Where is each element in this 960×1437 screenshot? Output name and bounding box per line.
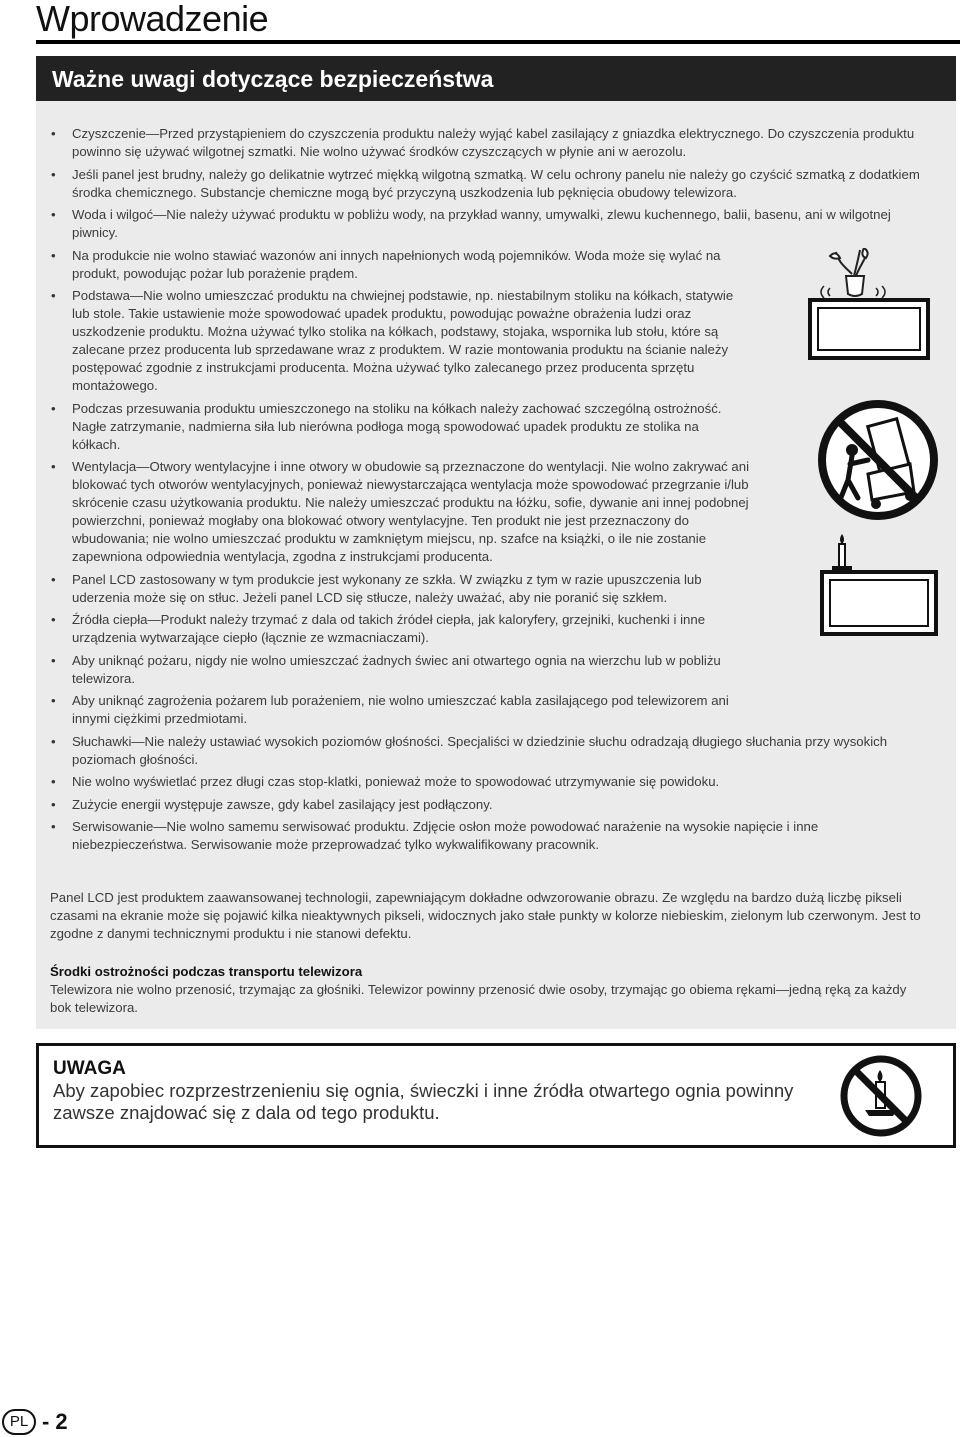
no-open-flame-icon: [839, 1054, 923, 1138]
page-separator: -: [42, 1409, 50, 1434]
warning-text: Aby zapobiec rozprzestrzenieniu się ognia, świeczki i inne źródła otwartego ognia powinny zawsze znajdować się z dala od tego produktu.: [53, 1080, 794, 1123]
transport-text: Telewizora nie wolno przenosić, trzymając za głośniki. Telewizor powinny przenosić dwie osoby, trzymając go obiema rękami—jedną ręką za każdy bok telewizora.: [50, 982, 907, 1015]
tv-vase-icon: [808, 248, 938, 368]
list-item: • Aby uniknąć zagrożenia pożarem lub porażeniem, nie wolno umieszczać kabla zasilającego pod telewizorem ani innymi ciężkimi przedmiotami.: [36, 692, 750, 728]
safety-list: [36, 125, 930, 859]
warning-title: UWAGA: [53, 1058, 126, 1079]
lcd-note: Panel LCD jest produktem zaawansowanej technologii, zapewniającym dokładne odwzorowanie obrazu. Ze względu na bardzo dużą liczbę pikseli czasami na ekranie może się pojawić kilka nieaktywnych pikseli, widocznych jako stałe punkty w kolorze niebieskim, zielonym lub czerwonym. Jest to zgodne z danymi technicznymi produktu i nie stanowi defektu.: [50, 890, 921, 941]
list-item: • Wentylacja—Otwory wentylacyjne i inne otwory w obudowie są przeznaczone do wentylacji. Nie wolno zakrywać ani blokować tych otworów wentylacyjnych, ponieważ niewystarczająca wentylacja może spowodować przegrzanie i/lub skrócenie czasu użytkowania produktu. Nie należy umieszczać produktu na łóżku, sofie, dywanie ani innej podobnej powierzchni, ponieważ mogłaby ona blokować otwory wentylacyjne. Ten produkt nie jest przeznaczony do wbudowania; nie wolno umieszczać produktu w zamkniętym miejscu, np. szafce na książki, o ile nie zostanie zapewniona odpowiednia wentylacja, zgodna z instrukcjami producenta.: [36, 458, 750, 566]
list-item: • Panel LCD zastosowany w tym produkcie jest wykonany ze szkła. W związku z tym w razie upuszczenia lub uderzenia może się on stłuc. Jeżeli panel LCD się stłucze, należy uważać, aby nie poranić się szkłem.: [36, 571, 750, 607]
no-cart-tipping-icon: [818, 400, 938, 520]
list-item: • Aby uniknąć pożaru, nigdy nie wolno umieszczać żadnych świec ani otwartego ognia na wierzchu lub w pobliżu telewizora.: [36, 652, 750, 688]
list-item: • Nie wolno wyświetlać przez długi czas stop-klatki, ponieważ może to spowodować utrzymywanie się powidoku.: [36, 773, 930, 791]
list-item: • Zużycie energii występuje zawsze, gdy kabel zasilający jest podłączony.: [36, 796, 930, 814]
list-item: • Słuchawki—Nie należy ustawiać wysokich poziomów głośności. Specjaliści w dziedzinie słuchu odradzają długiego słuchania przy wysokich poziomach głośności.: [36, 733, 930, 769]
footer: [2, 1408, 68, 1436]
language-badge: PL: [2, 1409, 36, 1435]
list-item: • Źródła ciepła—Produkt należy trzymać z dala od takich źródeł ciepła, jak kaloryfery, grzejniki, kuchenki i inne urządzenia wytwarzające ciepło (łącznie ze wzmacniaczami).: [36, 611, 750, 647]
list-item: • Woda i wilgoć—Nie należy używać produktu w pobliżu wody, na przykład wanny, umywalki, zlewu kuchennego, balii, basenu, ani w wilgotnej piwnicy.: [36, 206, 930, 242]
section-header: Ważne uwagi dotyczące bezpieczeństwa: [36, 56, 956, 101]
list-item: • Czyszczenie—Przed przystąpieniem do czyszczenia produktu należy wyjąć kabel zasilający z gniazdka elektrycznego. Do czyszczenia produktu powinno się używać wilgotnej szmatki. Nie wolno używać środków czyszczących w płynie ani w aerozolu.: [36, 125, 930, 161]
page-number: 2: [55, 1409, 68, 1434]
transport-title: Środki ostrożności podczas transportu telewizora: [50, 964, 363, 979]
list-item: • Podstawa—Nie wolno umieszczać produktu na chwiejnej podstawie, np. niestabilnym stoliku na kółkach, statywie lub stole. Takie ustawienie może spowodować upadek produktu, powodując poważne obrażenia ludzi oraz uszkodzenie produktu. Można używać tylko stolika na kółkach, podstawy, stojaka, wspornika lub stołu, które są zalecane przez producenta lub sprzedawane wraz z produktem. W razie montowania produktu na ścianie należy postępować zgodnie z instrukcjami producenta. Można używać tylko zalecanego przez producenta sprzętu montażowego.: [36, 287, 750, 395]
page-title: Wprowadzenie: [36, 0, 269, 39]
warning-box: [36, 1043, 956, 1148]
tv-candle-icon: [820, 532, 940, 642]
list-item: • Jeśli panel jest brudny, należy go delikatnie wytrzeć miękką wilgotną szmatką. W celu ochrony panelu nie należy go czyścić szmatką z dodatkiem środka chemicznego. Substancje chemiczne mogą być przyczyną uszkodzenia lub pęknięcia obudowy telewizora.: [36, 166, 930, 202]
title-rule: [36, 40, 960, 44]
list-item: • Podczas przesuwania produktu umieszczonego na stoliku na kółkach należy zachować szczególną ostrożność. Nagłe zatrzymanie, nadmierna siła lub nierówna podłoga mogą spowodować upadek produktu ze stolika na kółkach.: [36, 400, 750, 454]
list-item: • Na produkcie nie wolno stawiać wazonów ani innych napełnionych wodą pojemników. Woda może się wylać na produkt, powodując pożar lub porażenie prądem.: [36, 247, 750, 283]
list-item: • Serwisowanie—Nie wolno samemu serwisować produktu. Zdjęcie osłon może powodować narażenie na wysokie napięcie i inne niebezpieczeństwa. Serwisowanie może przeprowadzać tylko wykwalifikowany pracownik.: [36, 818, 930, 854]
